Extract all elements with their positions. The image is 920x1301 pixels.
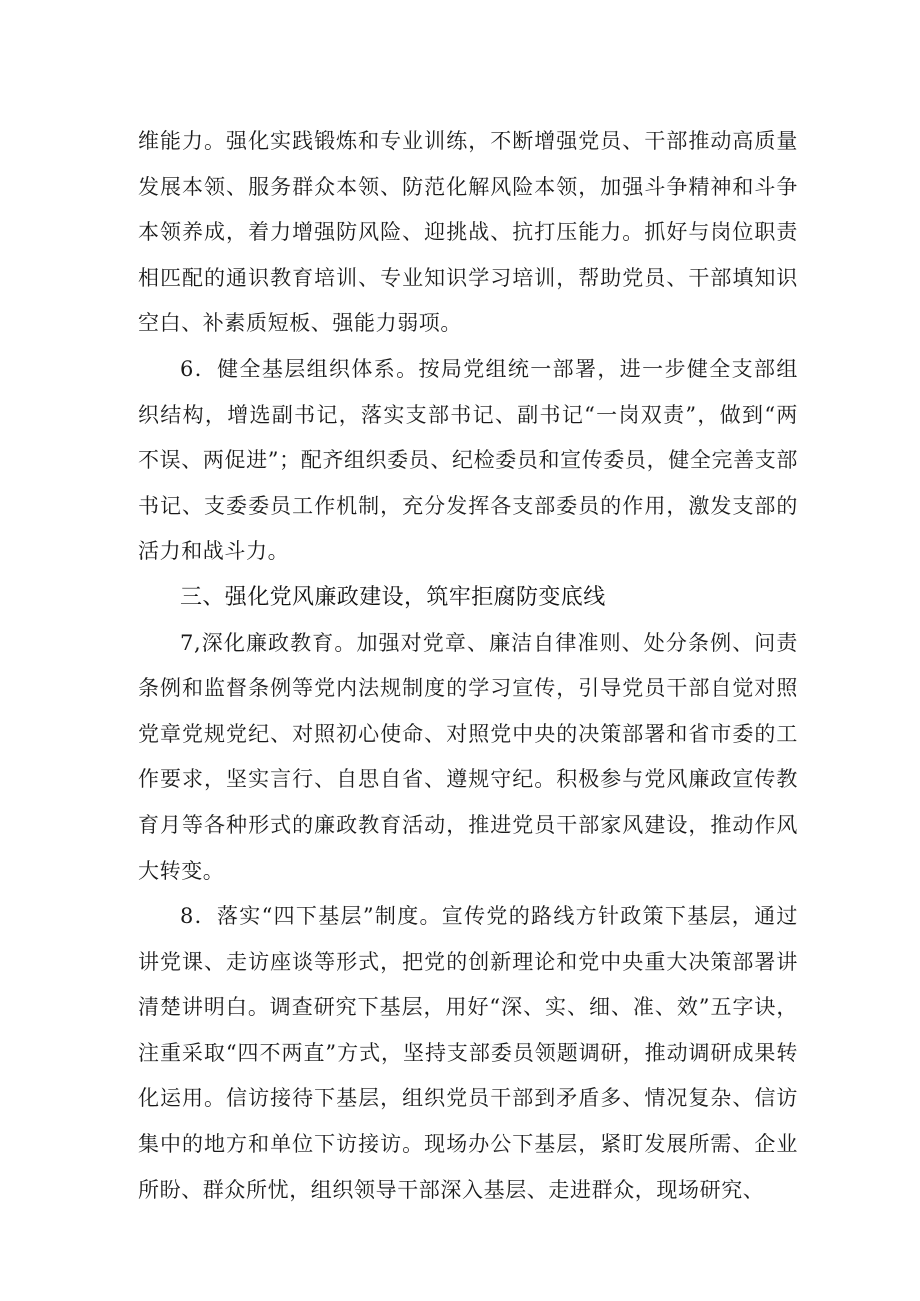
paragraph-item-7: 7,深化廉政教育。加强对党章、廉洁自律准则、处分条例、问责条例和监督条例等党内法规制度的学习宣传，引导党员干部自觉对照党章党规党纪、对照初心使命、对照党中央的决策部署和省市委的工作要求，坚实言行、自思自省、遵规守纪。积极参与党风廉政宣传教育月等各种形式的廉政教育活动，推进党员干部家风建设，推动作风大转变。 [138,630,798,883]
document-body [138,119,798,1213]
paragraph-continuation: 维能力。强化实践锻炼和专业训练，不断增强党员、干部推动高质量发展本领、服务群众本领、防范化解风险本领，加强斗争精神和斗争本领养成，着力增强防风险、迎挑战、抗打压能力。抓好与岗位职责相匹配的通识教育培训、专业知识学习培训，帮助党员、干部填知识空白、补素质短板、强能力弱项。 [138,129,798,336]
paragraph-item-6: 6．健全基层组织体系。按局党组统一部署，进一步健全支部组织结构，增选副书记，落实支部书记、副书记“一岗双责”，做到“两不误、两促进”；配齐组织委员、纪检委员和宣传委员，健全完善支部书记、支委委员工作机制，充分发挥各支部委员的作用，激发支部的活力和战斗力。 [138,356,798,564]
section-heading-3: 三、强化党风廉政建设，筑牢拒腐防变底线 [180,584,606,610]
paragraph-item-8: 8．落实“四下基层”制度。宣传党的路线方针政策下基层，通过讲党课、走访座谈等形式，把党的创新理论和党中央重大决策部署讲清楚讲明白。调查研究下基层，用好“深、实、细、准、效”五字诀，注重采取“四不两直”方式，坚持支部委员领题调研，推动调研成果转化运用。信访接待下基层，组织党员干部到矛盾多、情况复杂、信访集中的地方和单位下访接访。现场办公下基层，紧盯发展所需、企业所盼、群众所忧，组织领导干部深入基层、走进群众，现场研究、 [138,904,798,1202]
